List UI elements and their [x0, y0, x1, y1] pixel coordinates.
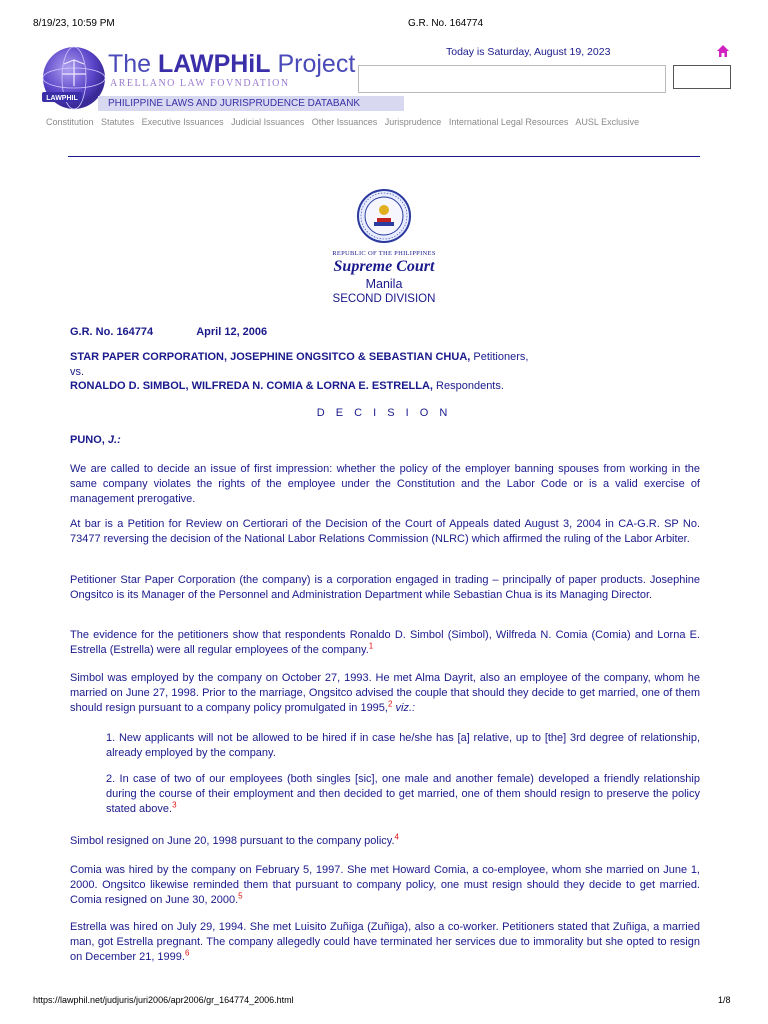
decision-label: D E C I S I O N	[316, 407, 452, 419]
footnote-link-2[interactable]: 2	[387, 699, 393, 709]
logo-title	[108, 50, 355, 79]
main-nav	[46, 117, 644, 127]
paragraph-5	[70, 671, 700, 716]
nav-judicial-issuances[interactable]: Judicial Issuances	[231, 117, 305, 127]
paragraph-8	[70, 920, 700, 965]
paragraph-8-text: Estrella was hired on July 29, 1994. She met Luisito Zuñiga (Zuñiga), also a co-worker. Petitioners stated that Zuñiga, a married man, got Estrella pregnant. The company allegedly could have terminated her services due to immorality but she opted to resign on December 21, 1999.	[70, 921, 700, 963]
nav-international-legal-resources[interactable]: International Legal Resources	[448, 117, 569, 127]
paragraph-1: We are called to decide an issue of first impression: whether the policy of the employer banning spouses from working in the same company violates the rights of the employee under the Constitution and the Labor Code or is a valid exercise of management prerogative.	[70, 463, 700, 505]
footnote-link-1[interactable]: 1	[368, 641, 374, 651]
court-heading	[234, 250, 534, 305]
gr-number: G.R. No. 164774	[70, 326, 154, 338]
site-logo[interactable]	[38, 46, 378, 114]
paragraph-7-text: Comia was hired by the company on February 5, 1997. She met Howard Comia, a co-employee, whom she married on June 1, 2000. Ongsitco likewise reminded them that pursuant to company policy, one must resign should they decide to get married. Comia resigned on June 30, 2000.	[70, 864, 700, 906]
republic-label: REPUBLIC OF THE PHILIPPINES	[332, 250, 436, 257]
respondents-line	[70, 379, 700, 394]
logo-project: Project	[270, 50, 356, 78]
logo-the: The	[108, 50, 159, 78]
nav-constitution[interactable]: Constitution	[46, 117, 94, 127]
court-city: Manila	[365, 277, 403, 291]
logo-badge: LAWPHIL	[46, 95, 78, 102]
header-divider	[68, 156, 700, 157]
nav-other-issuances[interactable]: Other Issuances	[311, 117, 378, 127]
petitioners-line	[70, 350, 700, 365]
today-date: Today is Saturday, August 19, 2023	[446, 46, 611, 58]
case-number-line	[70, 325, 700, 340]
paragraph-6-text: Simbol resigned on June 20, 1998 pursuant to the company policy.	[70, 835, 395, 847]
footnote-link-5[interactable]: 5	[238, 891, 243, 901]
respondents-role: Respondents.	[432, 380, 504, 392]
logo-foundation: ARELLANO LAW FOVNDATION	[110, 78, 290, 89]
print-doc-title: G.R. No. 164774	[408, 18, 484, 29]
nav-jurisprudence[interactable]: Jurisprudence	[384, 117, 442, 127]
nav-executive-issuances[interactable]: Executive Issuances	[141, 117, 224, 127]
quote-item-2-text: 2. In case of two of our employees (both singles [sic], one male and another female) developed a friendly relationship during the course of their employment and then decided to get married, one of them should resign to preserve the policy stated above.	[106, 773, 700, 815]
versus-label: vs.	[70, 366, 85, 378]
search-button[interactable]	[673, 65, 731, 89]
footnote-link-6[interactable]: 6	[184, 948, 190, 958]
paragraph-2: At bar is a Petition for Review on Certiorari of the Decision of the Court of Appeals dated August 3, 2004 in CA-G.R. SP No. 73477 reversing the decision of the National Labor Relations Commission (NLRC) which affirmed the ruling of the Labor Arbiter.	[70, 518, 700, 545]
ponente-name: PUNO,	[70, 434, 105, 446]
print-page-number: 1/8	[718, 995, 731, 1005]
petitioners-role: Petitioners,	[470, 351, 529, 363]
paragraph-4	[70, 628, 700, 658]
nav-ausl-exclusive[interactable]: AUSL Exclusive	[575, 117, 640, 127]
paragraph-5-text: Simbol was employed by the company on October 27, 1993. He met Alma Dayrit, also an employee of the company, whom he married on June 27, 1998. Prior to the marriage, Ongsitco advised the couple that should they decide to get married, one of them should resign pursuant to a company policy promulgated in 1995,	[70, 672, 700, 714]
logo-name: LAWPHiL	[158, 50, 271, 78]
paragraph-5-tail: viz.:	[392, 702, 416, 714]
home-icon[interactable]	[716, 44, 730, 58]
respondents-names: RONALDO D. SIMBOL, WILFREDA N. COMIA & LORNA E. ESTRELLA,	[70, 380, 433, 392]
paragraph-6	[70, 834, 700, 849]
paragraph-4-text: The evidence for the petitioners show that respondents Ronaldo D. Simbol (Simbol), Wilfreda N. Comia (Comia) and Lorna E. Estrella (Estrella) were all regular employees of the company.	[70, 629, 700, 656]
logo-tagline: PHILIPPINE LAWS AND JURISPRUDENCE DATABANK	[98, 96, 404, 111]
print-datetime: 8/19/23, 10:59 PM	[33, 18, 115, 29]
ponente-suffix: J.:	[104, 434, 121, 446]
court-division: SECOND DIVISION	[332, 293, 436, 305]
supreme-court-seal-icon	[356, 188, 412, 244]
quote-item-2	[106, 772, 700, 817]
paragraph-7	[70, 863, 700, 908]
print-url: https://lawphil.net/judjuris/juri2006/apr2006/gr_164774_2006.html	[33, 995, 294, 1005]
footnote-link-4[interactable]: 4	[394, 832, 399, 842]
ponente-line	[70, 433, 700, 448]
nav-statutes[interactable]: Statutes	[101, 117, 135, 127]
case-date: April 12, 2006	[196, 326, 268, 338]
petitioners-names: STAR PAPER CORPORATION, JOSEPHINE ONGSITCO & SEBASTIAN CHUA,	[70, 351, 471, 363]
paragraph-3: Petitioner Star Paper Corporation (the company) is a corporation engaged in trading – principally of paper products. Josephine Ongsitco is its Manager of the Personnel and Administration Department while Sebastian Chua is its Managing Director.	[70, 574, 700, 601]
court-name: Supreme Court	[333, 258, 435, 275]
quote-item-1: 1. New applicants will not be allowed to be hired if in case he/she has [a] relative, up to [the] 3rd degree of relationship, already employed by the company.	[106, 732, 700, 759]
search-input[interactable]	[358, 65, 666, 93]
footnote-link-3[interactable]: 3	[172, 800, 177, 810]
